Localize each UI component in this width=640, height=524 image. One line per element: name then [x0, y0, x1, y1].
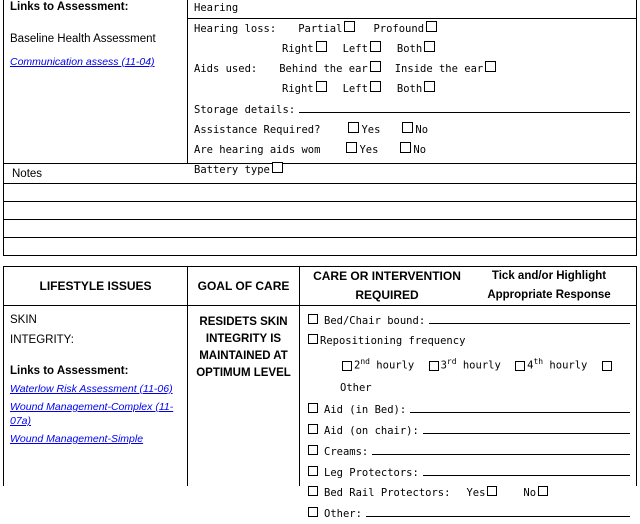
- leg-protectors-label: Leg Protectors:: [324, 466, 419, 479]
- lower-table-header: [3, 266, 637, 306]
- hearing-loss-row: [194, 19, 630, 39]
- intervention-aid-in-bed-row: [306, 399, 630, 420]
- intervention-other-row: [306, 503, 630, 524]
- freq-other-label: Other: [340, 381, 372, 394]
- leg-protectors-input[interactable]: [423, 462, 630, 476]
- skin-title-line1: SKIN: [10, 314, 37, 326]
- assistance-no-checkbox[interactable]: [402, 122, 413, 133]
- aids-worn-row: [194, 140, 630, 160]
- bed-rail-yes-checkbox[interactable]: [487, 486, 497, 496]
- aids-worn-no-checkbox[interactable]: [400, 142, 411, 153]
- notes-row[interactable]: [3, 220, 637, 238]
- aid-in-bed-input[interactable]: [410, 399, 630, 413]
- other-input[interactable]: [366, 503, 630, 517]
- goal-line-4: OPTIMUM LEVEL: [196, 367, 291, 379]
- creams-input[interactable]: [372, 441, 630, 455]
- aids-sides-row: [194, 79, 630, 99]
- freq-4-number: 4: [527, 359, 534, 372]
- storage-details-label: Storage details:: [194, 104, 296, 116]
- bed-chair-bound-checkbox[interactable]: [308, 314, 318, 324]
- battery-type-row: [194, 160, 630, 180]
- repositioning-frequency-options: [306, 351, 630, 399]
- skin-interventions-cell: [300, 306, 636, 520]
- aids-inside-ear-checkbox[interactable]: [485, 61, 496, 72]
- hearing-loss-both-checkbox[interactable]: [424, 41, 435, 52]
- storage-details-input[interactable]: [299, 99, 630, 113]
- intervention-creams-row: [306, 441, 630, 462]
- bed-rail-no-label: No: [523, 486, 537, 499]
- freq-other-checkbox[interactable]: [602, 361, 612, 371]
- battery-type-label: Battery type: [194, 164, 270, 176]
- freq-3-number: 3: [440, 359, 447, 372]
- assistance-no-label: No: [415, 124, 429, 136]
- intervention-aid-on-chair-row: [306, 420, 630, 441]
- aids-both-label: Both: [396, 83, 423, 95]
- notes-row[interactable]: [3, 184, 637, 202]
- aids-both-checkbox[interactable]: [424, 81, 435, 92]
- hearing-loss-right-checkbox[interactable]: [316, 41, 327, 52]
- freq-4-hourly-checkbox[interactable]: [515, 361, 525, 371]
- baseline-health-assessment-label: Baseline Health Assessment: [10, 33, 156, 45]
- link-wound-management-simple[interactable]: Wound Management-Simple: [10, 433, 144, 445]
- hearing-loss-profound-label: Profound: [373, 23, 425, 35]
- hearing-heading: Hearing: [188, 0, 636, 19]
- freq-4-sup: th: [533, 357, 544, 366]
- aids-left-checkbox[interactable]: [370, 81, 381, 92]
- aids-inside-ear-label: Inside the ear: [394, 63, 484, 75]
- leg-protectors-checkbox[interactable]: [308, 466, 318, 476]
- aids-worn-no-label: No: [413, 144, 427, 156]
- storage-details-row: [194, 99, 630, 120]
- bed-rail-yes-label: Yes: [466, 486, 486, 499]
- aid-on-chair-label: Aid (on chair):: [324, 424, 419, 437]
- aids-right-checkbox[interactable]: [316, 81, 327, 92]
- skin-links-label: Links to Assessment:: [10, 365, 129, 377]
- bed-chair-bound-input[interactable]: [429, 310, 630, 324]
- freq-2-number: 2: [354, 359, 361, 372]
- hearing-loss-partial-label: Partial: [298, 23, 343, 35]
- aid-in-bed-checkbox[interactable]: [308, 403, 318, 413]
- aids-worn-label: Are hearing aids wom: [194, 144, 321, 156]
- skin-goal-cell: [188, 306, 300, 486]
- aid-on-chair-input[interactable]: [423, 420, 630, 434]
- hearing-loss-left-checkbox[interactable]: [370, 41, 381, 52]
- intervention-leg-protectors-row: [306, 462, 630, 483]
- aid-in-bed-label: Aid (in Bed):: [324, 403, 407, 416]
- hearing-loss-right-label: Right: [282, 43, 314, 55]
- aids-worn-yes-label: Yes: [359, 144, 379, 156]
- goal-line-2: INTEGRITY IS: [205, 333, 282, 345]
- hearing-cell: [188, 0, 636, 176]
- notes-row[interactable]: [3, 238, 637, 256]
- assistance-yes-label: Yes: [361, 124, 381, 136]
- aids-worn-yes-checkbox[interactable]: [346, 142, 357, 153]
- aids-used-label: Aids used:: [194, 63, 258, 75]
- skin-integrity-row: [3, 306, 637, 520]
- header-care-or-intervention: [300, 267, 636, 305]
- bed-rail-protectors-label: Bed Rail Protectors:: [324, 486, 451, 499]
- notes-row[interactable]: [3, 202, 637, 220]
- aids-behind-ear-label: Behind the ear: [279, 63, 368, 75]
- links-to-assessment-cell: [4, 0, 188, 163]
- aids-left-label: Left: [342, 83, 368, 95]
- hearing-loss-sides-row: [194, 39, 630, 59]
- repositioning-label: Repositioning frequency: [320, 335, 466, 347]
- aids-right-label: Right: [282, 83, 314, 95]
- link-wound-management-complex[interactable]: Wound Management-Complex (11-07a): [10, 401, 174, 427]
- freq-2-sup: nd: [360, 357, 370, 366]
- hearing-loss-profound-checkbox[interactable]: [426, 21, 437, 32]
- header-goal-of-care: GOAL OF CARE: [188, 267, 300, 305]
- intervention-bed-chair-bound-row: [306, 310, 630, 331]
- intervention-repositioning-row: [306, 331, 630, 351]
- skin-issue-cell: [4, 306, 188, 486]
- assistance-yes-checkbox[interactable]: [348, 122, 359, 133]
- goal-line-1: RESIDETS SKIN: [199, 316, 288, 328]
- assistance-required-label: Assistance Required?: [194, 124, 321, 136]
- freq-3-sup: rd: [446, 357, 457, 366]
- section-spacer: [3, 256, 637, 266]
- aid-on-chair-checkbox[interactable]: [308, 424, 318, 434]
- header-care-line2: Tick and/or Highlight Appropriate Response: [487, 270, 611, 301]
- repositioning-checkbox[interactable]: [308, 334, 318, 344]
- creams-checkbox[interactable]: [308, 445, 318, 455]
- freq-3-label: hourly: [462, 359, 501, 372]
- bed-rail-no-checkbox[interactable]: [538, 486, 548, 496]
- links-to-assessment-label: Links to Assessment:: [10, 1, 129, 13]
- link-communication-assessment[interactable]: Communication assess (11-04): [10, 56, 155, 68]
- link-waterlow-risk-assessment[interactable]: Waterlow Risk Assessment (11-06): [10, 383, 173, 395]
- hearing-loss-label: Hearing loss:: [194, 23, 277, 35]
- assistance-required-row: [194, 120, 630, 140]
- header-care-line1: CARE OR INTERVENTION REQUIRED: [313, 269, 461, 302]
- hearing-loss-both-label: Both: [396, 43, 423, 55]
- hearing-loss-partial-checkbox[interactable]: [344, 21, 355, 32]
- aids-behind-ear-checkbox[interactable]: [370, 61, 381, 72]
- skin-title-line2: INTEGRITY:: [10, 334, 74, 346]
- goal-line-3: MAINTAINED AT: [199, 350, 288, 362]
- notes-title: Notes: [3, 164, 637, 184]
- other-label: Other:: [324, 507, 362, 520]
- bed-chair-bound-label: Bed/Chair bound:: [324, 315, 426, 327]
- bed-rail-protectors-checkbox[interactable]: [308, 486, 318, 496]
- hearing-loss-left-label: Left: [342, 43, 368, 55]
- header-lifestyle-issues: LIFESTYLE ISSUES: [4, 267, 188, 305]
- creams-label: Creams:: [324, 445, 369, 458]
- freq-2-hourly-checkbox[interactable]: [342, 361, 352, 371]
- freq-4-label: hourly: [549, 359, 588, 372]
- intervention-bed-rail-protectors-row: [306, 483, 630, 503]
- battery-type-checkbox[interactable]: [272, 162, 283, 173]
- aids-used-row: [194, 59, 630, 79]
- freq-2-label: hourly: [376, 359, 415, 372]
- freq-3-hourly-checkbox[interactable]: [429, 361, 439, 371]
- other-checkbox[interactable]: [308, 507, 318, 517]
